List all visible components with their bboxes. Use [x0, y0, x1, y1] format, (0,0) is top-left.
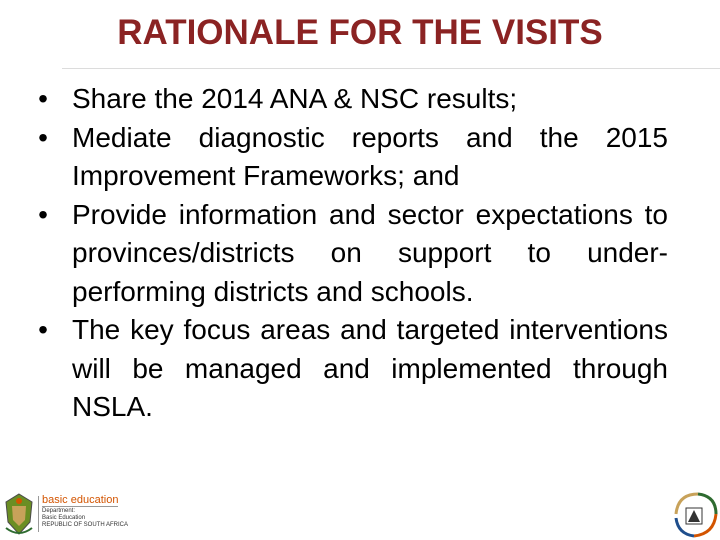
bullet-dot-icon: •: [38, 198, 48, 230]
title-divider: [62, 68, 720, 69]
logo-subtext: [42, 508, 128, 529]
coat-of-arms-icon: [2, 492, 36, 536]
slide-title: RATIONALE FOR THE VISITS: [117, 13, 603, 52]
department-logo: [0, 490, 130, 540]
bullet-item-key-focus-areas: [28, 311, 668, 427]
logo-line-republic: REPUBLIC OF SOUTH AFRICA: [42, 522, 129, 528]
bullet-item-mediate-reports: [28, 119, 668, 196]
bullet-list: [28, 80, 668, 427]
logo-line-basic-education: Basic Education: [42, 515, 86, 521]
bullet-item-provide-information: [28, 196, 668, 312]
anniversary-emblem-icon: [668, 488, 720, 540]
bullet-text: Share the 2014 ANA & NSC results;: [72, 83, 518, 114]
bullet-text: Mediate diagnostic reports and the 2015 Improvement Frameworks; and: [72, 121, 668, 191]
bullet-text: The key focus areas and targeted interventions will be managed and implemented through NSLA.: [72, 314, 668, 422]
bullet-dot-icon: •: [38, 121, 48, 153]
bullet-text: Provide information and sector expectations to provinces/districts on support to under-performing districts and schools.: [72, 198, 668, 307]
logo-brand-text: basic education: [42, 494, 119, 506]
bullet-dot-icon: •: [38, 314, 48, 345]
bullet-dot-icon: •: [38, 83, 48, 114]
logo-line-department: Department:: [42, 508, 76, 514]
logo-divider: [38, 496, 39, 532]
bullet-item-share-results: [28, 80, 668, 119]
logo-underline: [42, 506, 118, 507]
